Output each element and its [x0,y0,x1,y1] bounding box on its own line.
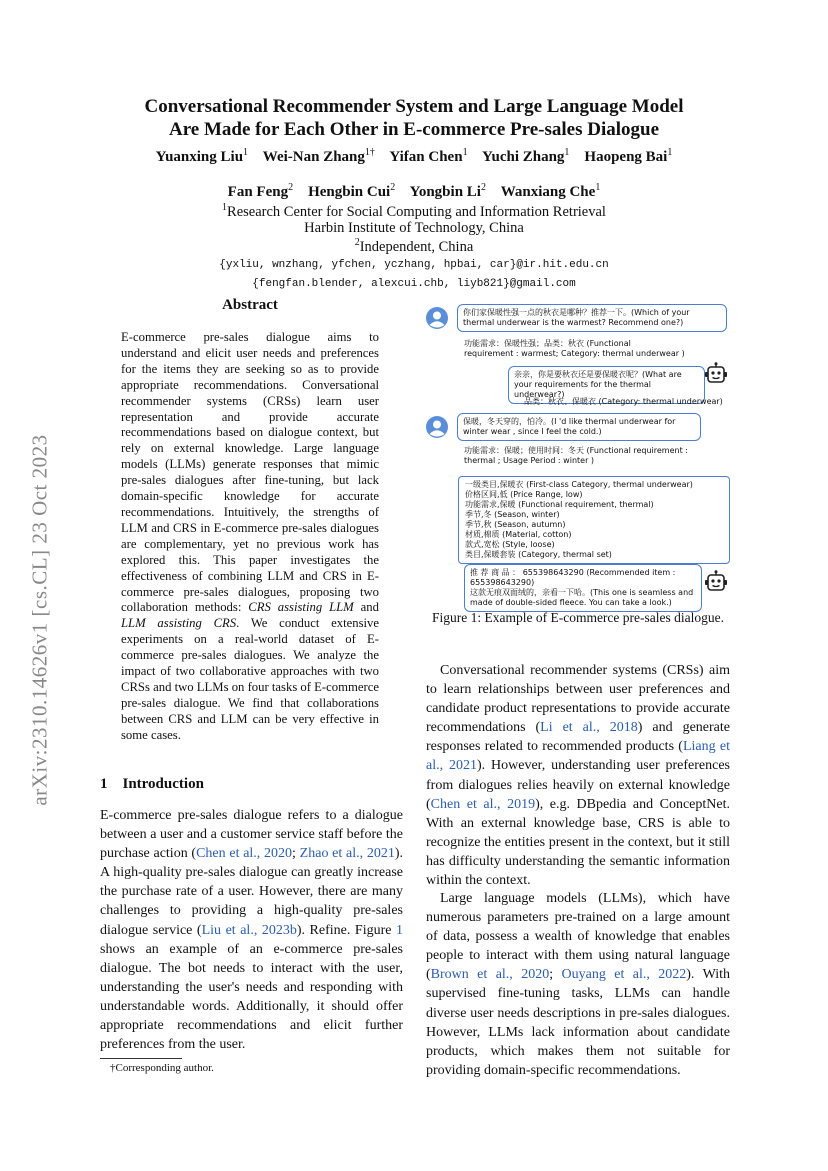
user-avatar-icon [426,307,448,329]
author-name: Yuanxing Liu [155,149,244,165]
email-line-1: {yxliu, wnzhang, yfchen, yczhang, hpbai, car}@ir.hit.edu.cn [219,259,609,271]
footnote-rule [100,1058,182,1059]
author-name: Yuchi Zhang [482,149,565,165]
authors-line-1: Yuanxing Liu$^1$ Wei-Nan Zhang$^{1\dagger}$ Yifan Chen$^1$ Yuchi Zhang$^1$ Haopeng Bai$^1$ [155,147,673,165]
attribute-item: 价格区间,低 (Price Range, low) [465,490,583,499]
figure-reference-link[interactable]: 1 [396,922,404,938]
author-name: Fan Feng [227,184,289,200]
bot-message-2: 推 荐 商 品 ： 655398643290 (Recommended item : 655398643290) 这款无痕双面绒的，亲看一下哈。(This one is seamless and made of double-sided fleece. You can take a look.) [464,564,702,612]
attribute-item: 一级类目,保暖衣 (First-class Category, thermal underwear) [465,480,693,489]
llm-paragraph: Large language models (LLMs), which have numerous parameters pre-trained on a large amount of data, possess a wealth of knowledge that enables people to interact with them using natural language (Brown et al., 2020; Ouyang et al., 2022). With supervised fine-tuning tasks, LLMs can handle diverse user needs descriptions in pre-sales dialogues. However, LLMs lack information about candidate products, which makes them not suitable for providing domain-specific recommendations. [426,891,730,1078]
title-line-2: Are Made for Each Other in E-commerce Pre-sales Dialogue [168,119,660,140]
authors-line-2: Fan Feng$^2$ Hengbin Cui$^2$ Yongbin Li$^2$ Wanxiang Che$^1$ [227,182,601,200]
bot-robot-icon [704,570,728,594]
citation-link[interactable]: Liu et al., 2023b [201,922,297,938]
author-name: Wanxiang Che [500,184,596,200]
citation-link[interactable]: Chen et al., 2020 [196,846,293,862]
footnote: †Corresponding author. [110,1062,214,1074]
citation-link[interactable]: Ouyang et al., 2022 [561,967,687,983]
abstract-heading: Abstract [222,297,278,313]
intro-paragraph-1: E-commerce pre-sales dialogue refers to a dialogue between a user and a customer service staff before the purchase action (Chen et al., 2020; Zhao et al., 2021). A high-quality pre-sales dialogue can greatly increase the purchase rate of a user. However, there are many challenges to providing a high-quality pre-sales dialogue service (Liu et al., 2023b). Refine. Figure 1 shows an example of an e-commerce pre-sales dialogue. The bot needs to interact with the user, understanding the user's needs and responding with understandable words. Additionally, it should offer appropriate recommendations and elicit further preferences from the user. [100,808,404,1053]
citation-link[interactable]: Brown et al., 2020 [430,967,550,983]
author-name: Wei-Nan Zhang [262,149,365,165]
author-name: Hengbin Cui [308,184,391,200]
author-name: Yifan Chen [389,149,463,165]
annotation-2: 品类：秋衣、保暖衣 (Category: thermal underwear) [524,397,723,406]
annotation-3: 功能需求：保暖；使用时间：冬天 (Functional requirement : thermal ; Usage Period : winter ) [464,446,688,465]
bot-message-1: 亲亲，你是要秋衣还是要保暖衣呢？(What are your requirements for the thermal underwear?) [508,366,705,404]
figure-1-dialogue [420,300,740,607]
author-name: Yongbin Li [409,184,481,200]
attribute-item: 款式,宽松 (Style, loose) [465,540,555,549]
title-line-1: Conversational Recommender System and Large Language Model [144,96,684,117]
abstract-text: E-commerce pre-sales dialogue aims to understand and elicit user needs and preferences for the items they are seeking so as to provide appropriate recommendations. Conversational recommender systems (CRSs) learn user representation and provide accurate recommendations based on dialogue context, but rely on external knowledge. Large language models (LLMs) generate responses that mimic pre-sales dialogues after fine-tuning, but lack domain-specific knowledge for accurate recommendations. Intuitively, the strengths of LLM and CRS in E-commerce pre-sales dialogues are complementary, yet no previous work has explored this. This paper investigates the effectiveness of combining LLM and CRS in E-commerce pre-sales dialogues, proposing two collaboration methods: CRS assisting LLM and LLM assisting CRS. We conduct extensive experiments on a real-world dataset of E-commerce pre-sales dialogues. We analyze the impact of two collaborative approaches with two CRSs and two LLMs on four tasks of E-commerce pre-sales dialogue. We find that collaborations between CRS and LLM can be very effective in some cases. [121,330,380,742]
crs-paragraph: Conversational recommender systems (CRSs) aim to learn relationships between user preferences and candidate product representations to provide accurate recommendations (Li et al., 2018) and generate responses related to recommended products (Liang et al., 2021). However, understanding user preferences from dialogues relies heavily on external knowledge (Chen et al., 2019), e.g. DBpedia and ConceptNet. With an external knowledge base, CRS is able to recognize the entities present in the context, but it still has difficulty understanding the semantic information within the context. [426,663,731,889]
bot-robot-icon [704,362,728,386]
citation-link[interactable]: Chen et al., 2019 [430,796,536,812]
attribute-item: 季节,秋 (Season, autumn) [465,520,566,529]
user-message-2: 保暖，冬天穿的，怕冷。(I 'd like thermal underwear for winter wear , since I feel the cold.) [457,413,701,441]
section-heading-introduction: 1 Introduction [100,776,204,792]
attribute-item: 类目,保暖套装 (Category, thermal set) [465,550,612,559]
user-avatar-icon [426,416,448,438]
affiliation-2: $^2$Independent, China [354,237,474,255]
author-name: Haopeng Bai [584,149,668,165]
citation-link[interactable]: Li et al., 2018 [540,720,638,736]
citation-link[interactable]: Liang et al., 2021 [426,739,730,774]
annotation-1: 功能需求：保暖性强；品类：秋衣 (Functional requirement : warmest; Category: thermal underwear ) [464,339,685,358]
affiliation-1b: Harbin Institute of Technology, China [304,220,524,236]
attribute-item: 功能需求,保暖 (Functional requirement, thermal) [465,500,654,509]
email-line-2: {fengfan.blender, alexcui.chb, liyb821}@gmail.com [252,278,576,290]
arxiv-identifier: arXiv:2310.14626v1 [cs.CL] 23 Oct 2023 [27,434,52,806]
paper-title [60,95,768,141]
affiliation-1: $^1$Research Center for Social Computing and Information Retrieval [222,202,606,220]
figure-1-caption: Figure 1: Example of E-commerce pre-sales dialogue. [431,610,725,625]
attribute-item: 季节,冬 (Season, winter) [465,510,560,519]
citation-link[interactable]: Zhao et al., 2021 [299,846,395,862]
attribute-item: 材质,棉质 (Material, cotton) [465,530,572,539]
product-attributes-box [458,476,730,564]
user-message-1: 你们家保暖性强一点的秋衣是哪种？推荐一下。(Which of your thermal underwear is the warmest? Recommend one?) [457,304,727,332]
